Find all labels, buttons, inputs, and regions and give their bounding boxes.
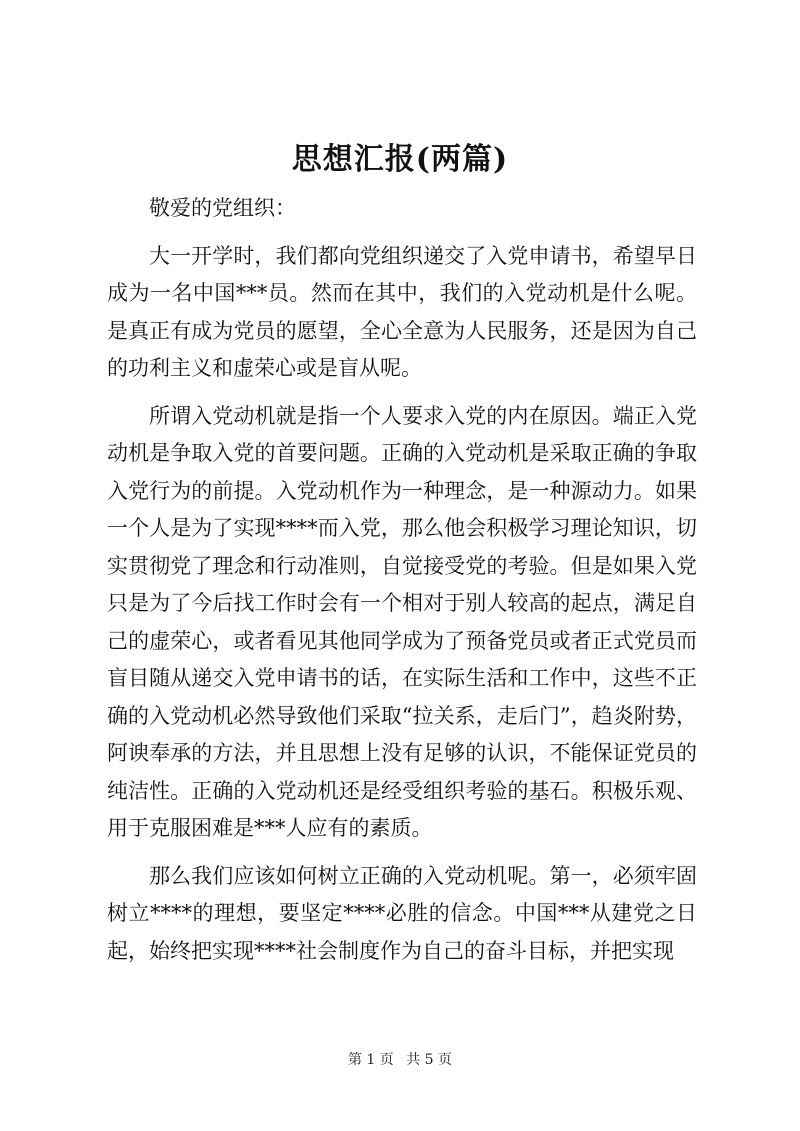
paragraph-3: 那么我们应该如何树立正确的入党动机呢。第一，必须牢固树立****的理想，要坚定****必胜的信念。中国***从建党之日起，始终把实现****社会制度作为自己的奋斗目标，并把实现 [107,863,697,963]
paragraph-2: 所谓入党动机就是指一个人要求入党的内在原因。端正入党动机是争取入党的首要问题。正确的入党动机是采取正确的争取入党行为的前提。入党动机作为一种理念，是一种源动力。如果一个人是为了实现****而入党，那么他会积极学习理论知识，切实贯彻党了理念和行动准则，自觉接受党的考验。但是如果入党只是为了今后找工作时会有一个相对于别人较高的起点，满足自己的虚荣心，或者看见其他同学成为了预备党员或者正式党员而盲目随从递交入党申请书的话，在实际生活和工作中，这些不正确的入党动机必然导致他们采取“拉关系，走后门”，趋炎附势，阿谀奉承的方法，并且思想上没有足够的认识，不能保证党员的纯洁性。正确的入党动机还是经受组织考验的基石。积极乐观、用于克服困难是***人应有的素质。 [107,403,697,840]
page-footer [0,1050,800,1070]
salutation: 敬爱的党组织： [149,196,296,220]
document-body [107,190,697,980]
paragraph-1: 大一开学时，我们都向党组织递交了入党申请书，希望早日成为一名中国***员。然而在其中，我们的入党动机是什么呢。是真正有成为党员的愿望，全心全意为人民服务，还是因为自己的功利主义和虚荣心或是盲从呢。 [107,243,697,380]
page-number: 第 1 页 [347,1052,394,1068]
document-title: 思想汇报(两篇) [291,142,509,177]
page-total: 共 5 页 [406,1052,453,1068]
